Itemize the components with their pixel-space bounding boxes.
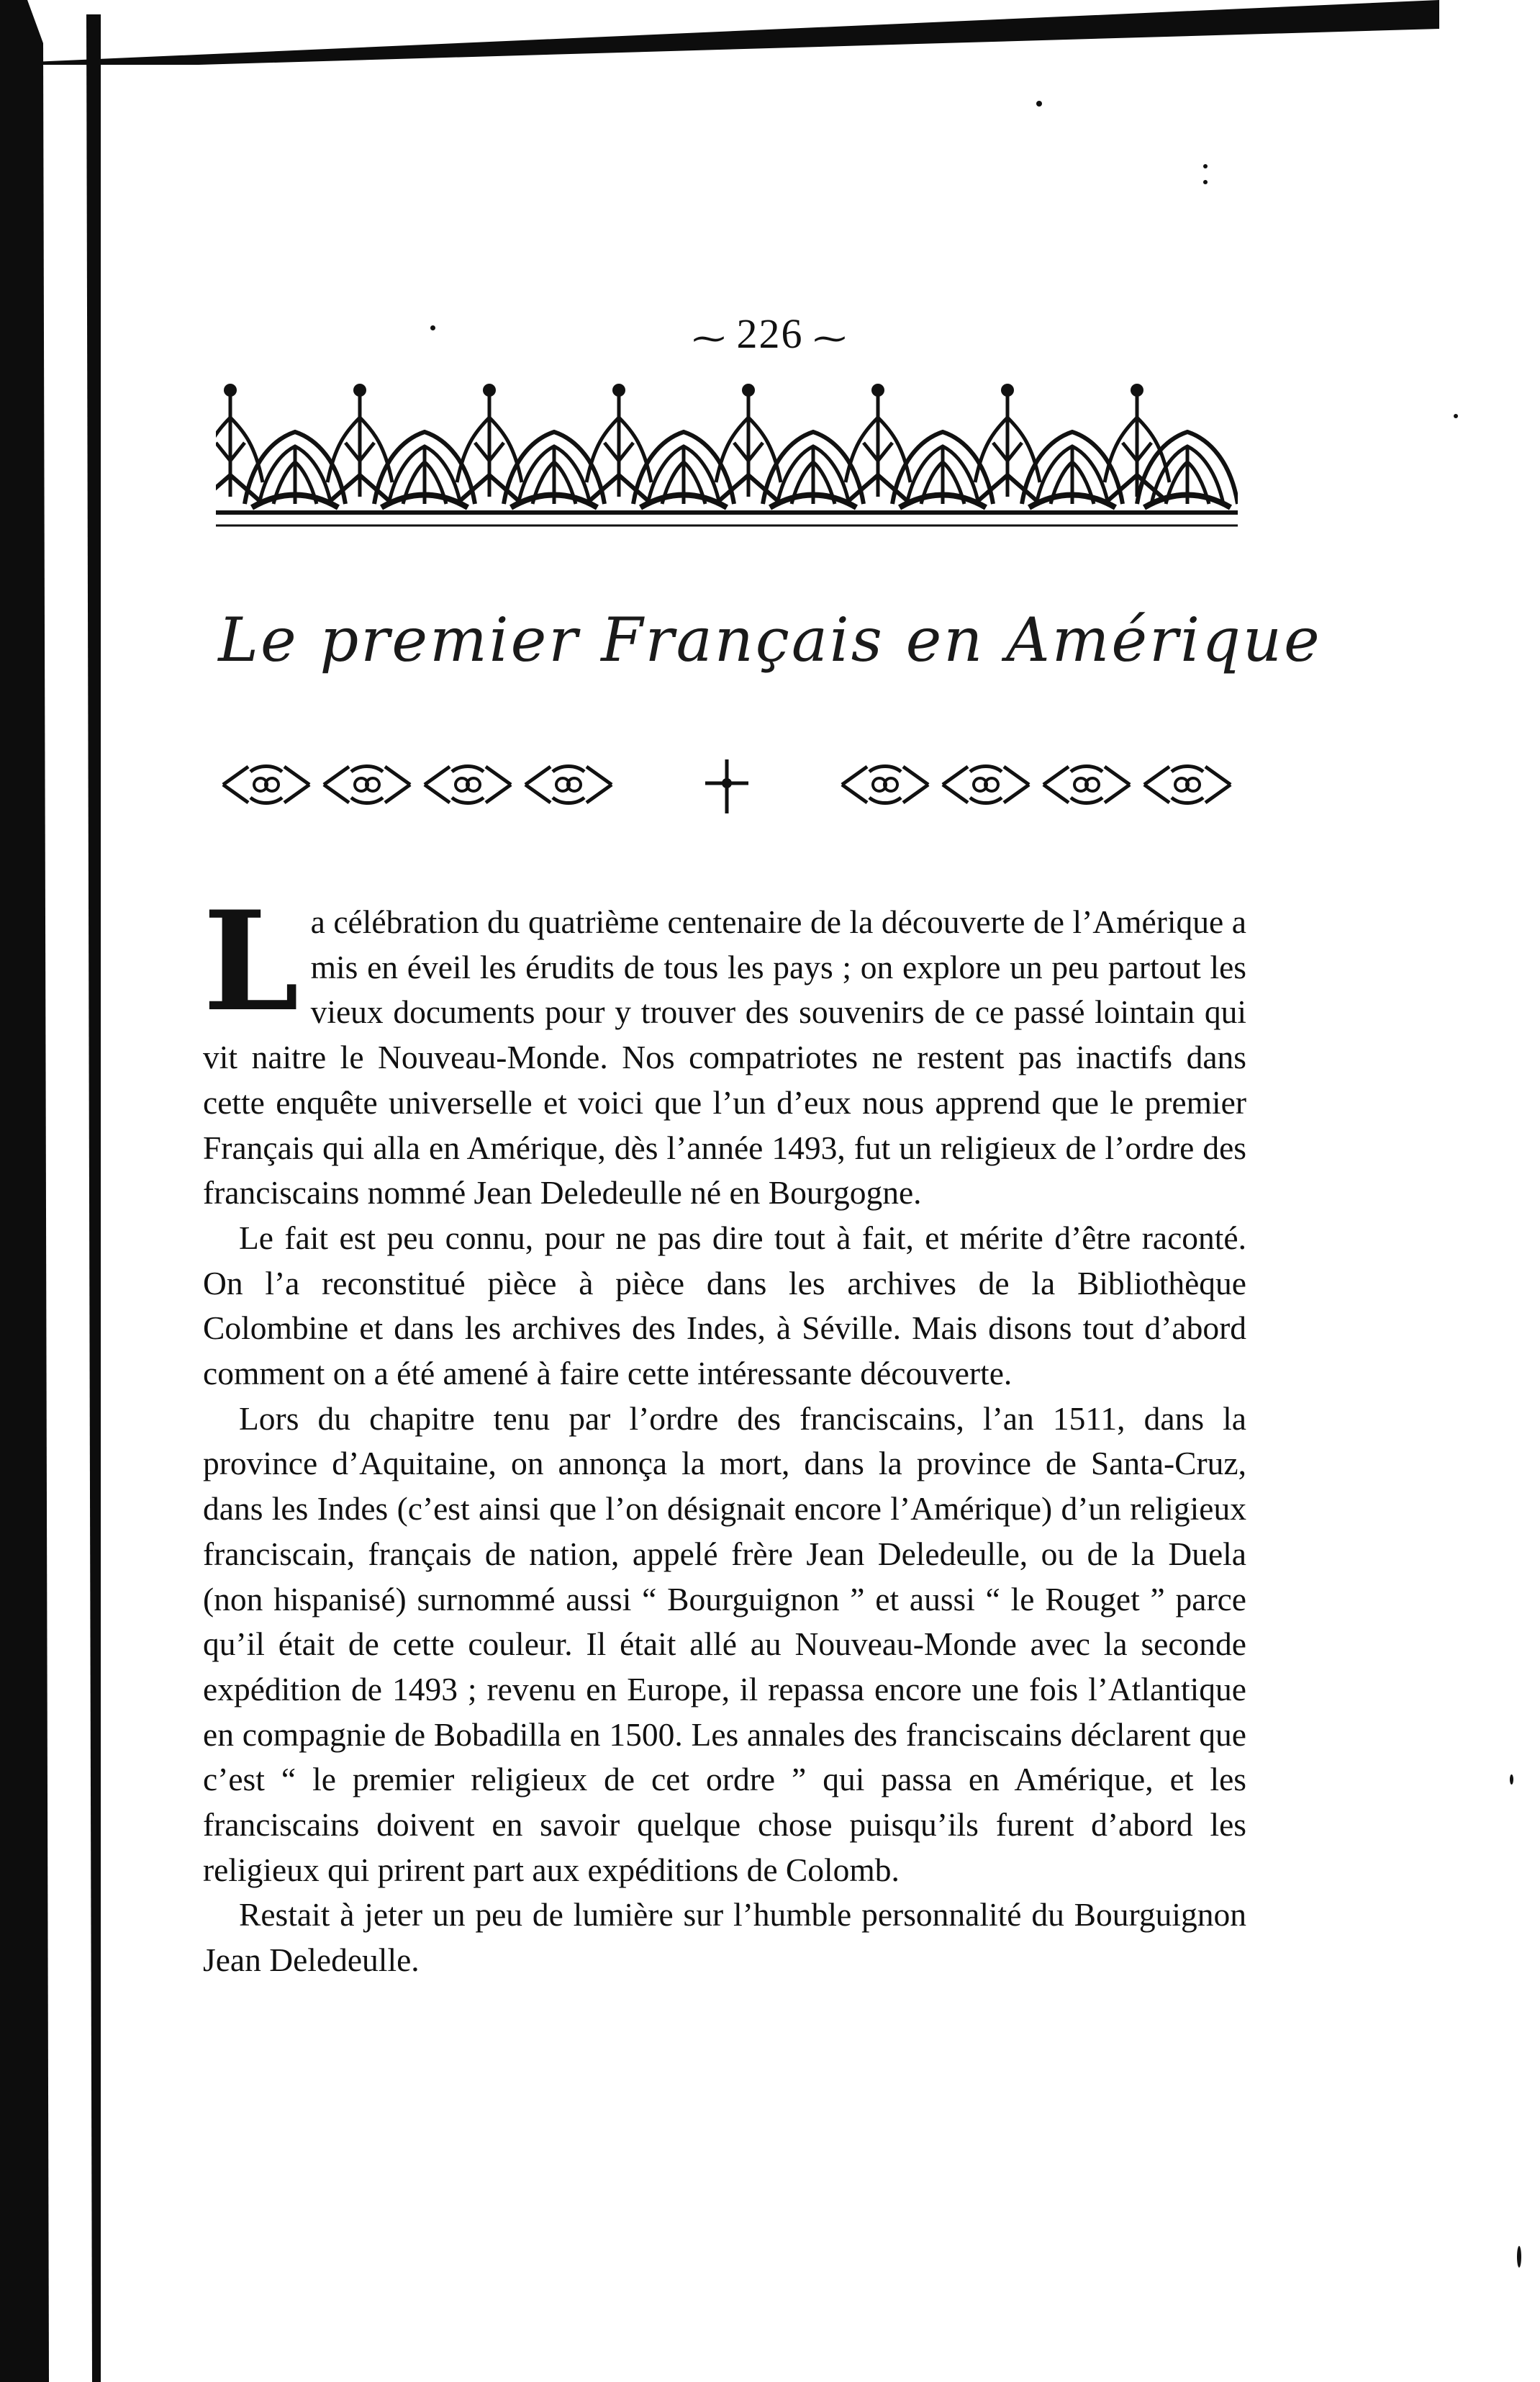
- scan-speck: [1036, 101, 1042, 107]
- article-body: [203, 881, 1246, 1983]
- paragraph-2: Le fait est peu connu, pour ne pas dire tout à fait, et mérite d’être raconté. On l’a reconstitué pièce à pièce dans les archives de la Bibliothèque Colombine et dans les archives des Indes, à Séville. Mais disons tout d’abord comment on a été amené à faire cette intéressante découverte.: [203, 1219, 1246, 1392]
- center-cross-ornament: [705, 759, 748, 813]
- paragraph-1: [203, 881, 1246, 1216]
- paragraph-3: Lors du chapitre tenu par l’ordre des franciscains, l’an 1511, dans la province d’Aquitaine, on annonça la mort, dans la province de Santa-Cruz, dans les Indes (c’est ainsi que l’on désignait encore l’Amérique) d’un religieux franciscain, français de nation, appelé frère Jean Deledeulle, ou de la Duela (non hispanisé) surnommé aussi “ Bourguignon ” et aussi “ le Rouget ” parce qu’il était de cette couleur. Il était allé au Nouveau-Monde avec la seconde expédition de 1493 ; revenu en Europe, il repassa encore une fois l’Atlantique en compagnie de Bobadilla en 1500. Les annales des franciscains déclarent que c’est “ le premier religieux de cet ordre ” qui passa en Amérique, et les franciscains doivent en savoir quelque chose puisqu’ils furent d’abord les religieux qui prirent part aux expéditions de Colomb.: [203, 1399, 1246, 1888]
- page-number-left-flourish: ⁓: [692, 320, 737, 357]
- page-number-right-flourish: ⁓: [803, 320, 848, 357]
- paragraph-4: Restait à jeter un peu de lumière sur l’humble personnalité du Bourguignon Jean Deledeulle.: [203, 1896, 1246, 1979]
- paragraph-1-text: a célébration du quatrième centenaire de la découverte de l’Amérique a mis en éveil les érudits de tous les pays ; on explore un peu partout les vieux documents pour y trouver des souvenirs de ce passé lointain qui vit naitre le Nouveau-Monde. Nos compatriotes ne restent pas inactifs dans cette enquête universelle et voici que l’un d’eux nous apprend que le premier Français qui alla en Amérique, dès l’année 1493, fut un religieux de l’ordre des franciscains nommé Jean Deledeulle né en Bourgogne.: [203, 903, 1246, 1212]
- page-number: [0, 310, 1540, 358]
- drop-cap-letter: L: [203, 881, 299, 1042]
- scroll-divider-ornament: [216, 749, 1238, 821]
- scan-speck: [1203, 180, 1208, 184]
- scan-speck: [1203, 164, 1208, 168]
- palmette-frieze-ornament: [216, 374, 1238, 529]
- scan-speck: [1510, 1774, 1513, 1785]
- scan-speck: [1517, 2246, 1521, 2268]
- page-number-value: 226: [736, 310, 804, 357]
- article-title: Le premier Français en Amérique: [218, 605, 1322, 675]
- scan-speck: [1454, 414, 1458, 418]
- scan-edge-top: [0, 0, 1439, 65]
